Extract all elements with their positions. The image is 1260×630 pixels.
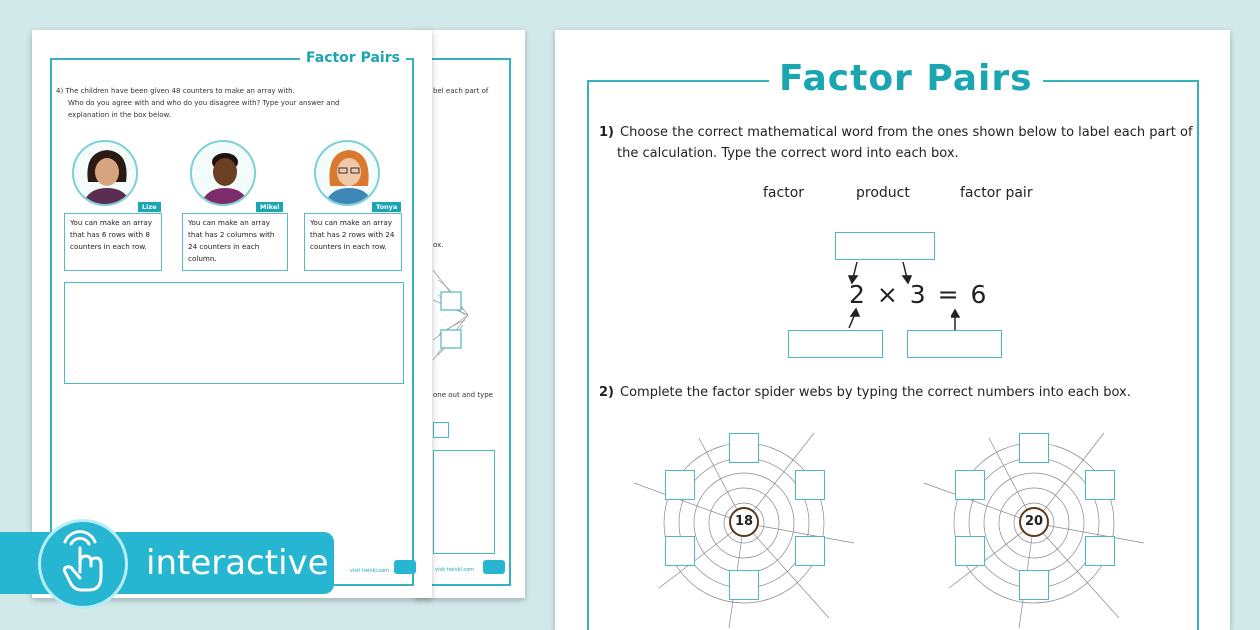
web-2-center: 20	[1019, 507, 1049, 537]
web-1-center: 18	[729, 507, 759, 537]
lize-name-tag: Lize	[138, 202, 161, 212]
back-fragment-2: ox.	[433, 241, 444, 249]
interactive-badge-label: interactive	[146, 543, 329, 583]
lize-speech-bubble: You can make an array that has 6 rows with 8 counters in each row.	[64, 213, 162, 271]
tonya-name-tag: Tonya	[372, 202, 401, 212]
web-2-box-left-upper[interactable]	[955, 470, 985, 500]
twinkl-logo	[483, 560, 505, 574]
web-2-box-right-lower[interactable]	[1085, 536, 1115, 566]
word-factor-pair: factor pair	[960, 185, 1033, 201]
web-2-box-right-upper[interactable]	[1085, 470, 1115, 500]
back-fragment-1: bel each part of	[433, 87, 489, 95]
left-instruction-2: explanation in the box below.	[68, 111, 171, 119]
arrows	[835, 258, 955, 378]
q1-line-1: Choose the correct mathematical word from the ones shown below to label each part of	[620, 125, 1193, 140]
mikel-name-tag: Mikel	[256, 202, 283, 212]
left-footer: visit twinkl.com	[350, 568, 390, 574]
tonya-speech-bubble: You can make an array that has 2 rows with 24 counters in each row.	[304, 213, 402, 271]
question-2	[599, 382, 1131, 403]
left-instruction-1: Who do you agree with and who do you disagree with? Type your answer and	[68, 99, 340, 107]
web-2-box-bottom[interactable]	[1019, 570, 1049, 600]
word-factor: factor	[763, 185, 805, 201]
left-worksheet	[32, 30, 432, 598]
interactive-badge-circle	[38, 519, 128, 609]
back-answer-box[interactable]	[433, 450, 495, 554]
tonya-avatar	[314, 140, 380, 206]
left-sheet-title: Factor Pairs	[300, 50, 406, 66]
right-sheet-title: Factor Pairs	[769, 58, 1043, 99]
hand-pointer-icon	[41, 522, 125, 606]
back-answer-box-small[interactable]	[433, 422, 449, 438]
q1-number: 1)	[599, 125, 614, 140]
equation: 2 × 3 = 6	[849, 280, 989, 309]
web-1-box-right-upper[interactable]	[795, 470, 825, 500]
web-1-box-left-lower[interactable]	[665, 536, 695, 566]
question-1	[599, 122, 1193, 143]
mikel-avatar	[190, 140, 256, 206]
left-question: 4) The children have been given 48 counters to make an array with.	[56, 87, 295, 95]
back-web-fragment	[433, 260, 473, 370]
web-2-box-top[interactable]	[1019, 433, 1049, 463]
product-label-box[interactable]	[835, 232, 935, 260]
q1-line-2: the calculation. Type the correct word into each box.	[617, 146, 959, 161]
q2-number: 2)	[599, 385, 614, 400]
web-1-box-top[interactable]	[729, 433, 759, 463]
lize-avatar	[72, 140, 138, 206]
factor-label-box-2[interactable]	[907, 330, 1002, 358]
web-1-box-left-upper[interactable]	[665, 470, 695, 500]
web-1-box-right-lower[interactable]	[795, 536, 825, 566]
left-answer-box[interactable]	[64, 282, 404, 384]
twinkl-logo	[394, 560, 416, 574]
web-1-box-bottom[interactable]	[729, 570, 759, 600]
back-footer: visit twinkl.com	[435, 567, 475, 573]
web-2-box-left-lower[interactable]	[955, 536, 985, 566]
mikel-speech-bubble: You can make an array that has 2 columns with 24 counters in each column.	[182, 213, 288, 271]
q2-text: Complete the factor spider webs by typing the correct numbers into each box.	[620, 385, 1131, 400]
back-fragment-3: one out and type	[433, 391, 493, 399]
right-worksheet	[555, 30, 1230, 630]
word-product: product	[856, 185, 910, 201]
factor-label-box-1[interactable]	[788, 330, 883, 358]
